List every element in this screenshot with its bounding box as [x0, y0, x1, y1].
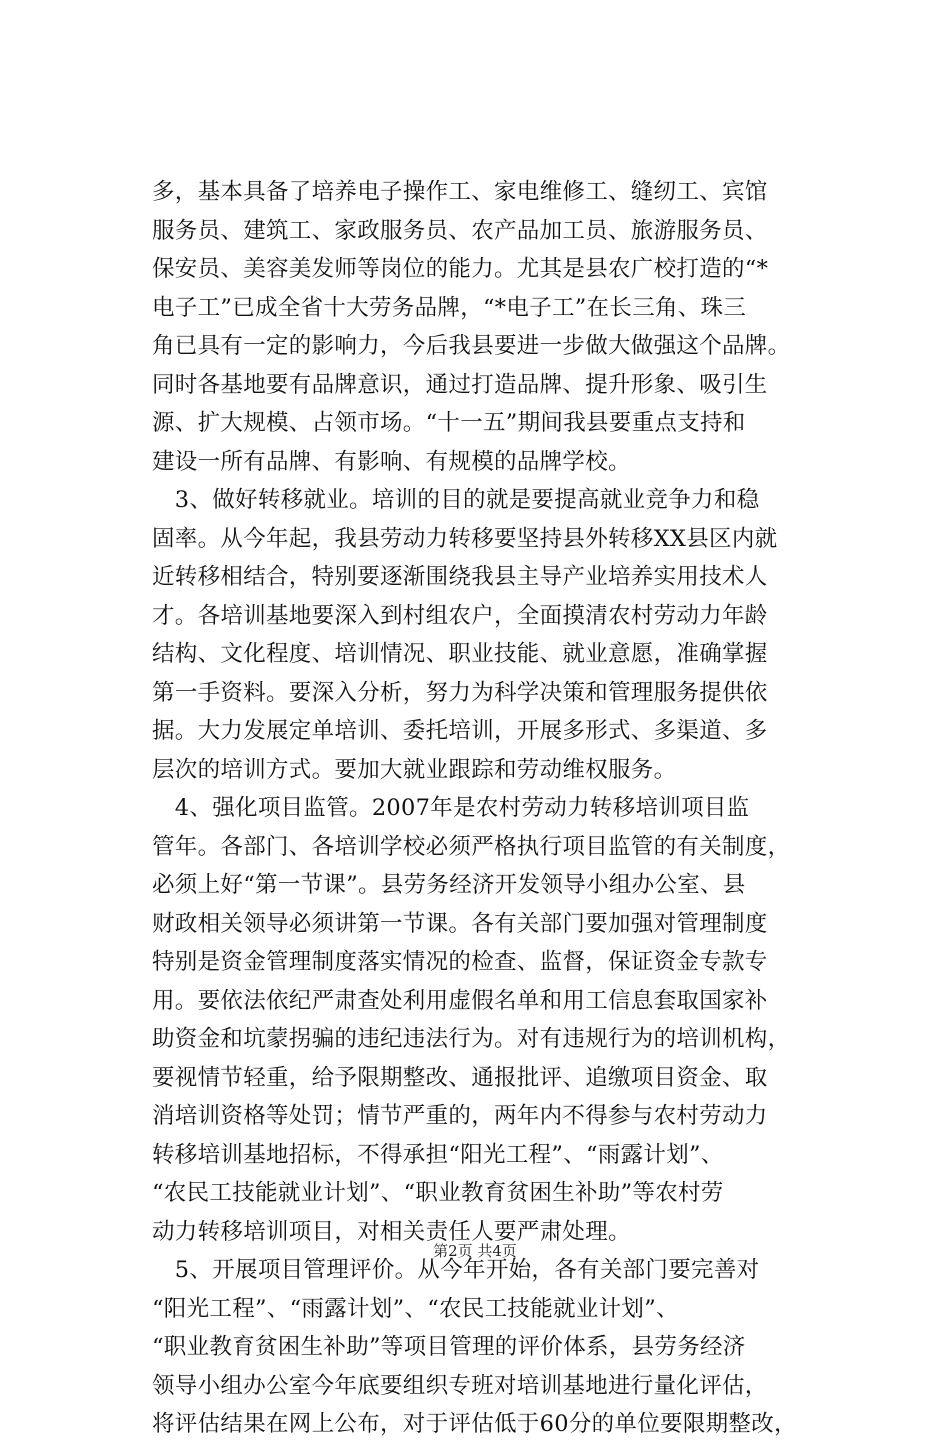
text-line: 才。各培训基地要深入到村组农户，全面摸清农村劳动力年龄 — [152, 602, 768, 629]
text-line: “职业教育贫困生补助”等项目管理的评价体系，县劳务经济 — [152, 1334, 746, 1360]
text-line: 据。大力发展定单培训、委托培训，开展多形式、多渠道、多 — [152, 718, 768, 744]
text-line: 动力转移培训项目，对相关责任人要严肃处理。 — [152, 1218, 631, 1245]
text-line: 必须上好“第一节课”。县劳务经济开发领导小组办公室、县 — [152, 872, 746, 898]
text-line: 特别是资金管理制度落实情况的检查、监督，保证资金专款专 — [152, 949, 768, 975]
text-line: 保安员、美容美发师等岗位的能力。尤其是县农广校打造的“* — [152, 256, 769, 282]
text-line: 角已具有一定的影响力，今后我县要进一步做大做强这个品牌。 — [152, 333, 791, 359]
text-line: 财政相关领导必须讲第一节课。各有关部门要加强对管理制度 — [152, 910, 768, 937]
text-line: 建设一所有品牌、有影响、有规模的品牌学校。 — [152, 448, 631, 475]
text-line: 3、做好转移就业。培训的目的就是要提高就业竞争力和稳 — [152, 487, 760, 513]
text-line: 近转移相结合，特别要逐渐围绕我县主导产业培养实用技术人 — [152, 564, 768, 590]
text-line: 将评估结果在网上公布，对于评估低于60分的单位要限期整改， — [152, 1411, 797, 1437]
text-line: 转移培训基地招标，不得承担“阳光工程”、“雨露计划”、 — [152, 1141, 724, 1168]
text-line: 领导小组办公室今年底要组织专班对培训基地进行量化评估， — [152, 1372, 768, 1399]
text-line: 管年。各部门、各培训学校必须严格执行项目监管的有关制度， — [152, 833, 791, 860]
text-line: 第一手资料。要深入分析，努力为科学决策和管理服务提供依 — [152, 679, 768, 706]
text-line: 源、扩大规模、占领市场。“十一五”期间我县要重点支持和 — [152, 410, 746, 436]
page-footer: 第2页 共4页 — [433, 1242, 517, 1260]
text-line: 服务员、建筑工、家政服务员、农产品加工员、旅游服务员、 — [152, 217, 768, 244]
text-line: 固率。从今年起，我县劳动力转移要坚持县外转移XX县区内就 — [152, 525, 778, 552]
text-line: 要视情节轻重，给予限期整改、通报批评、追缴项目资金、取 — [152, 1064, 768, 1091]
text-line: 消培训资格等处罚；情节严重的，两年内不得参与农村劳动力 — [152, 1103, 768, 1129]
text-line: 4、强化项目监管。2007年是农村劳动力转移培训项目监 — [152, 795, 750, 821]
text-line: 同时各基地要有品牌意识，通过打造品牌、提升形象、吸引生 — [152, 371, 768, 398]
text-line: 多，基本具备了培养电子操作工、家电维修工、缝纫工、宾馆 — [152, 179, 768, 205]
text-line: 电子工”已成全省十大劳务品牌，“*电子工”在长三角、珠三 — [152, 294, 747, 321]
text-line: 助资金和坑蒙拐骗的违纪违法行为。对有违规行为的培训机构， — [152, 1026, 791, 1052]
text-line: 用。要依法依纪严肃查处利用虚假名单和用工信息套取国家补 — [152, 987, 768, 1014]
text-line: 结构、文化程度、培训情况、职业技能、就业意愿，准确掌握 — [152, 641, 768, 667]
text-line: 5、开展项目管理评价。从今年开始，各有关部门要完善对 — [152, 1257, 760, 1283]
text-line: “农民工技能就业计划”、“职业教育贫困生补助”等农村劳 — [152, 1180, 724, 1206]
text-line: 层次的培训方式。要加大就业跟踪和劳动维权服务。 — [152, 756, 677, 783]
text-line: “阳光工程”、“雨露计划”、“农民工技能就业计划”、 — [152, 1295, 679, 1322]
